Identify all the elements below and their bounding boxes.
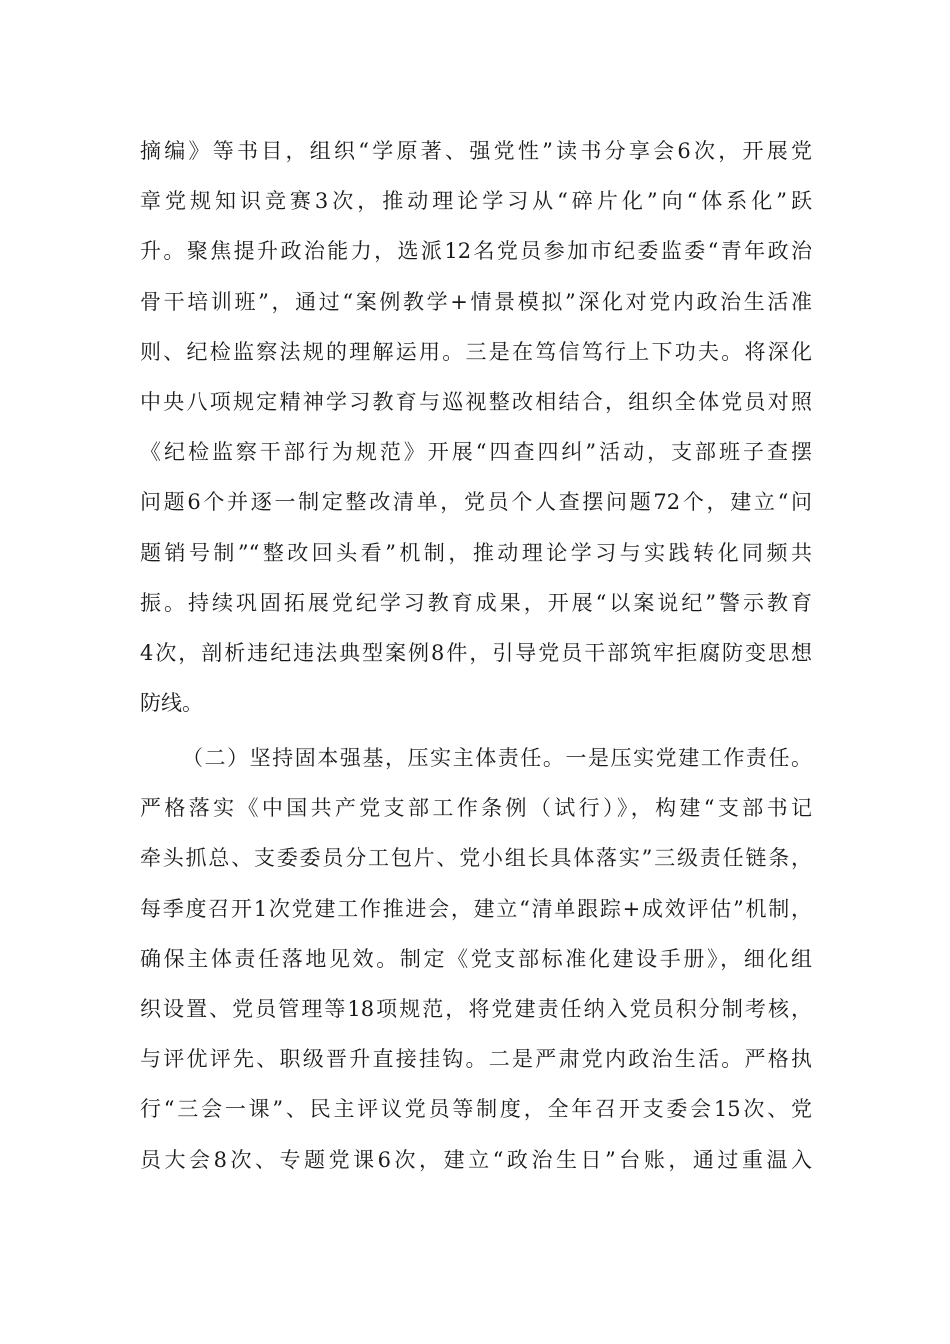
paragraph-line: 确保主体责任落地见效。制定《党支部标准化建设手册》，细化组	[140, 946, 812, 971]
paragraph-line: 《纪检监察干部行为规范》开展“四查四纠”活动，支部班子查摆	[140, 440, 812, 465]
paragraph-line: 每季度召开1次党建工作推进会，建立“清单跟踪+成效评估”机制，	[140, 896, 812, 921]
paragraph-line: 题销号制”“整改回头看”机制，推动理论学习与实践转化同频共	[140, 540, 812, 565]
paragraph-line: 防线。	[140, 691, 203, 716]
paragraph-line: 员大会8次、专题党课6次，建立“政治生日”台账，通过重温入	[140, 1147, 812, 1172]
paragraph-line: 与评优评先、职级晋升直接挂钩。二是严肃党内政治生活。严格执	[140, 1047, 812, 1072]
paragraph-line: 升。聚焦提升政治能力，选派12名党员参加市纪委监委“青年政治	[140, 239, 812, 264]
paragraph-line: 行“三会一课”、民主评议党员等制度，全年召开支委会15次、党	[140, 1097, 812, 1122]
paragraph-line: 4次，剖析违纪违法典型案例8件，引导党员干部筑牢拒腐防变思想	[140, 640, 812, 665]
paragraph-line: 问题6个并逐一制定整改清单，党员个人查摆问题72个，建立“问	[140, 490, 812, 515]
paragraph-line: 牵头抓总、支委委员分工包片、党小组长具体落实”三级责任链条，	[140, 846, 812, 871]
paragraph-line: 织设置、党员管理等18项规范，将党建责任纳入党员积分制考核，	[140, 996, 812, 1021]
paragraph-1	[140, 126, 812, 728]
paragraph-2	[140, 733, 812, 1185]
paragraph-line: 振。持续巩固拓展党纪学习教育成果，开展“以案说纪”警示教育	[140, 590, 812, 615]
paragraph-line: （二）坚持固本强基，压实主体责任。一是压实党建工作责任。	[182, 746, 812, 770]
paragraph-line: 摘编》等书目，组织“学原著、强党性”读书分享会6次，开展党	[140, 139, 812, 163]
paragraph-line: 严格落实《中国共产党支部工作条例（试行）》，构建“支部书记	[140, 796, 812, 821]
paragraph-line: 中央八项规定精神学习教育与巡视整改相结合，组织全体党员对照	[140, 389, 812, 414]
paragraph-line: 骨干培训班”，通过“案例教学+情景模拟”深化对党内政治生活准	[140, 289, 812, 314]
paragraph-line: 则、纪检监察法规的理解运用。三是在笃信笃行上下功夫。将深化	[140, 339, 812, 364]
paragraph-line: 章党规知识竞赛3次，推动理论学习从“碎片化”向“体系化”跃	[140, 189, 812, 214]
